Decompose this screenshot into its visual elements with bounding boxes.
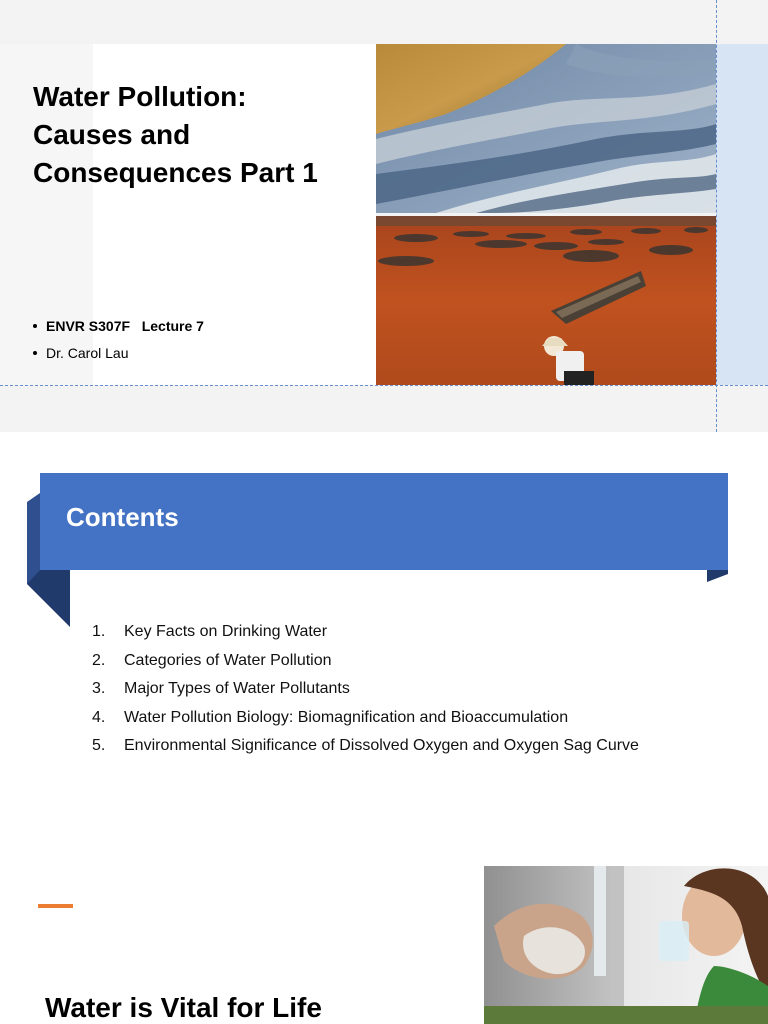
vital-slide: [0, 864, 768, 1024]
title-line-3: Consequences Part 1: [33, 157, 318, 188]
title-slide: [0, 0, 768, 432]
list-item[interactable]: [92, 647, 639, 676]
bullet-icon: [33, 351, 37, 355]
accent-bar: [38, 904, 73, 908]
hand-washing-and-drinking-water-photo: [484, 866, 768, 1024]
list-number: 2.: [92, 651, 106, 669]
course-info-item: [33, 339, 204, 366]
list-number: 1.: [92, 623, 106, 641]
list-text: Environmental Significance of Dissolved Oxygen and Oxygen Sag Curve: [124, 737, 639, 755]
list-item[interactable]: [92, 618, 639, 647]
polluted-shoreline-photo: [376, 44, 716, 213]
water-life-image: [484, 866, 768, 1024]
red-river-boats-photo: [376, 216, 716, 385]
list-number: 4.: [92, 708, 106, 726]
red-river-image: [376, 216, 716, 385]
right-accent-panel: [716, 44, 768, 385]
course-code: ENVR S307F Lecture 7: [46, 317, 204, 334]
list-text: Categories of Water Pollution: [124, 651, 332, 669]
list-text: Water Pollution Biology: Biomagnification and Bioaccumulation: [124, 708, 569, 726]
list-text: Major Types of Water Pollutants: [124, 680, 350, 698]
title-line-2: Causes and: [33, 119, 191, 150]
list-item[interactable]: [92, 675, 639, 704]
course-info-list: [33, 312, 204, 366]
list-text: Key Facts on Drinking Water: [124, 623, 328, 641]
contents-title: Contents: [66, 502, 179, 532]
list-number: 5.: [92, 737, 106, 755]
polluted-shoreline-image: [376, 44, 716, 213]
title-line-1: Water Pollution:: [33, 81, 247, 112]
contents-list: [92, 618, 639, 761]
slide-title: [33, 78, 373, 192]
guide-line-horizontal: [0, 385, 768, 386]
guide-line-vertical: [716, 0, 717, 432]
list-number: 3.: [92, 680, 106, 698]
bullet-icon: [33, 324, 37, 328]
contents-slide: [0, 432, 768, 864]
lecturer-name: Dr. Carol Lau: [46, 344, 129, 361]
list-item[interactable]: [92, 704, 639, 733]
course-info-item: [33, 312, 204, 339]
list-item[interactable]: [92, 732, 639, 761]
vital-title: Water is Vital for Life: [45, 992, 322, 1023]
